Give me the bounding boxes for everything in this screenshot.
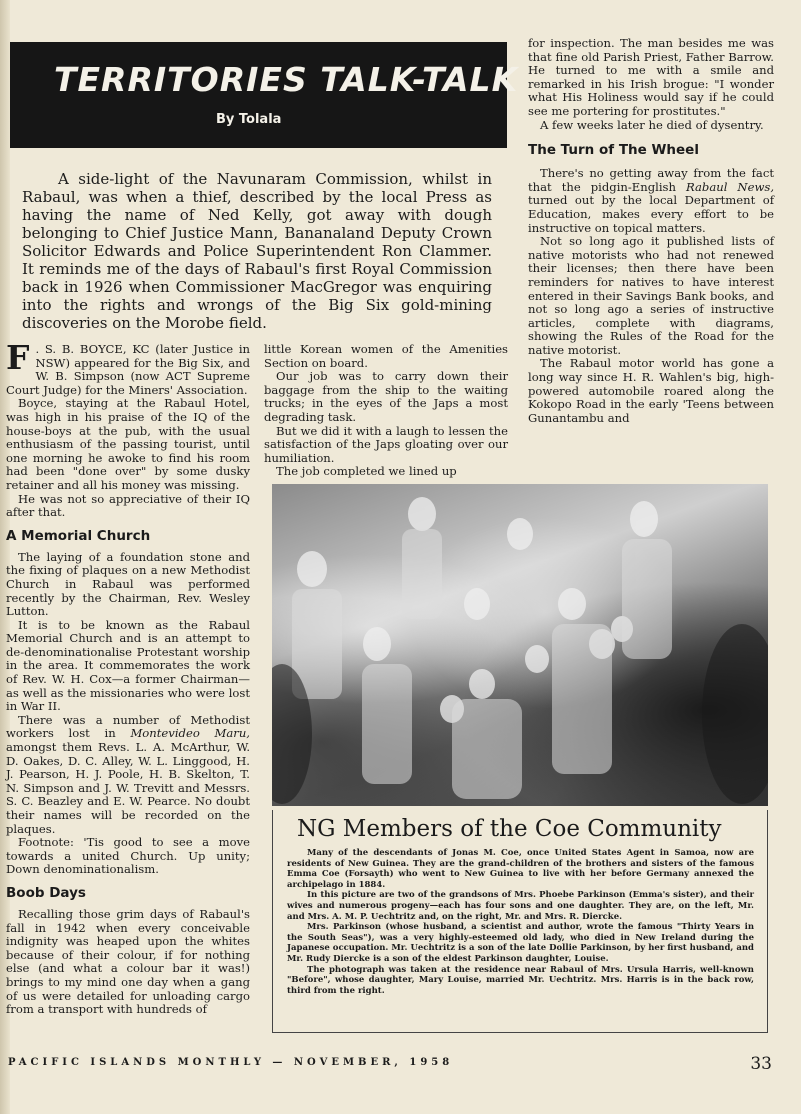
section-heading-boob-days: Boob Days <box>6 884 86 901</box>
photo-caption-box <box>272 810 768 1033</box>
col3-paragraph: Not so long ago it published lists of native motorists who had not renewed their licenses; then there have been reminders for natives to have interest entered in their Savings Bank books, and not so long ago a series of instructive articles, complete with diagrams, showing the Rules of the Road for the native motorist. <box>528 234 774 357</box>
newspaper-name: Rabaul News, <box>686 179 774 194</box>
col1-paragraph: Recalling those grim days of Rabaul's fall in 1942 when every conceivable indignity was heaped upon the whites because of their colour, if for nothing else (and what a colour bar it was!) brings to my mind one day when a gang of us were detailed for unloading cargo from a transport with hundreds of <box>6 906 250 1017</box>
col2-paragraph: The job completed we lined up <box>276 464 457 479</box>
article-title: TERRITORIES TALK-TALK <box>54 60 519 99</box>
col1-paragraph: There was a number of Methodist workers lost in Montevideo Maru, amongst them Revs. L. A. McArthur, W. D. Oakes, D. C. Alley, W. L. Linggood, H. J. Pearson, H. J. Poole, H. B. Skelton, T. N. Simpson and J. W. Trevitt and Messrs. S. C. Beazley and E. W. Pearce. No doubt their names will be recorded on the plaques. <box>6 712 250 836</box>
caption-paragraph: The photograph was taken at the residence near Rabaul of Mrs. Ursula Harris, well-known "Before", whose daughter, Mary Louise, married Mr. Uechtritz. Mrs. Harris is in the back row, third from the right. <box>287 964 754 996</box>
publication-line: PACIFIC ISLANDS MONTHLY — NOVEMBER, 1958 <box>8 1057 454 1068</box>
col1-paragraph: F . S. B. BOYCE, KC (later Justice in NSW) appeared for the Big Six, and W. B. Simpson (now ACT Supreme Court Judge) for the Miners' Association. <box>6 338 250 397</box>
intro-text: A side-light of the Navunaram Commission, whilst in Rabaul, was when a thief, described by the local Press as having the name of Ned Kelly, got away with dough belonging to Chief Justice Mann, Bananaland Deputy Crown Solicitor Edwards and Police Superintendent Ron Clammer. It reminds me of the days of Rabaul's first Royal Commission back in 1926 when Commissioner MacGregor was enquiring into the rights and wrongs of the Big Six gold-mining discoveries on the Morobe field. <box>22 170 492 332</box>
photo-figures <box>272 484 768 806</box>
caption-title: NG Members of the Coe Community <box>297 816 722 842</box>
col1-paragraph: He was not so appreciative of their IQ after that. <box>6 491 250 520</box>
col1-paragraph: Boyce, staying at the Rabaul Hotel, was high in his praise of the IQ of the house-boys at the pub, with the usual enthusiasm of the passing tourist, until one morning he awoke to find his room had been "done over" by some dusky retainer and all his money was missing. <box>6 396 250 492</box>
drop-cap: F <box>6 338 30 377</box>
intro-paragraph <box>22 170 492 332</box>
col2-paragraph: But we did it with a laugh to lessen the satisfaction of the Japs gloating over our humiliation. <box>264 423 508 465</box>
ship-name: Montevideo Maru, <box>130 726 250 741</box>
column-right <box>528 37 774 425</box>
col1-paragraph: Footnote: 'Tis good to see a move towards a united Church. Up unity; Down denominationalism. <box>6 835 250 877</box>
article-byline: By Tolala <box>216 112 282 127</box>
col3-paragraph: There's no getting away from the fact that the pidgin-English Rabaul News, turned out by the local Department of Education, makes every effort to be instructive on topical matters. <box>528 166 774 235</box>
group-photograph <box>272 484 768 806</box>
col1-paragraph: The laying of a foundation stone and the fixing of plaques on a new Methodist Church in Rabaul was performed recently by the Chairman, Rev. Wesley Lutton. <box>6 549 250 619</box>
section-heading-memorial-church: A Memorial Church <box>6 527 151 544</box>
col3-paragraph: The Rabaul motor world has gone a long way since H. R. Wahlen's big, high-powered automobile roared along the Kokopo Road in the early 'Teens between Gunantambu and <box>528 356 774 425</box>
col3-paragraph: A few weeks later he died of dysentry. <box>540 117 764 132</box>
col2-paragraph: Our job was to carry down their baggage from the ship to the waiting trucks; in the eyes of the Japs a most degrading task. <box>264 369 508 424</box>
caption-paragraph: In this picture are two of the grandsons of Mrs. Phoebe Parkinson (Emma's sister), and their wives and numerous progeny—each has four sons and one daughter. They are, on the left, Mr. and Mrs. A. M. P. Uechtritz and, on the right, Mr. and Mrs. R. Diercke. <box>287 890 754 922</box>
col2-paragraph: little Korean women of the Amenities Section on board. <box>264 342 508 370</box>
section-heading-turn-of-the-wheel: The Turn of The Wheel <box>528 142 699 159</box>
page-number: 33 <box>750 1054 772 1074</box>
column-left <box>6 338 250 1017</box>
page-footer <box>8 1054 778 1074</box>
column-middle <box>264 343 508 479</box>
col1-paragraph: It is to be known as the Rabaul Memorial Church and is an attempt to de-denominationalise Protestant worship in the area. It commemorates the work of Rev. W. H. Cox—a former Chairman—as well as the missionaries who were lost in War II. <box>6 617 250 714</box>
title-banner <box>10 42 519 148</box>
caption-body <box>287 848 754 996</box>
caption-paragraph: Mrs. Parkinson (whose husband, a scientist and author, wrote the famous "Thirty Years in the South Seas"), was a very highly-esteemed old lady, who died in New Ireland during the Japanese occupation. Mr. Uechtritz is a son of the late Dollie Parkinson, by her first husband, and Mr. Rudy Diercke is a son of the eldest Parkinson daughter, Louise. <box>287 922 754 964</box>
col3-paragraph: for inspection. The man besides me was that fine old Parish Priest, Father Barrow. He turned to me with a smile and remarked in his Irish brogue: "I wonder what His Holiness would say if he could see me portering for prostitutes." <box>528 36 774 118</box>
caption-paragraph: Many of the descendants of Jonas M. Coe, once United States Agent in Samoa, now are residents of New Guinea. They are the grand-children of the brothers and sisters of the famous Emma Coe (Forsayth) who went to New Guinea to live with her before Germany annexed the archipelago in 1884. <box>287 848 754 890</box>
